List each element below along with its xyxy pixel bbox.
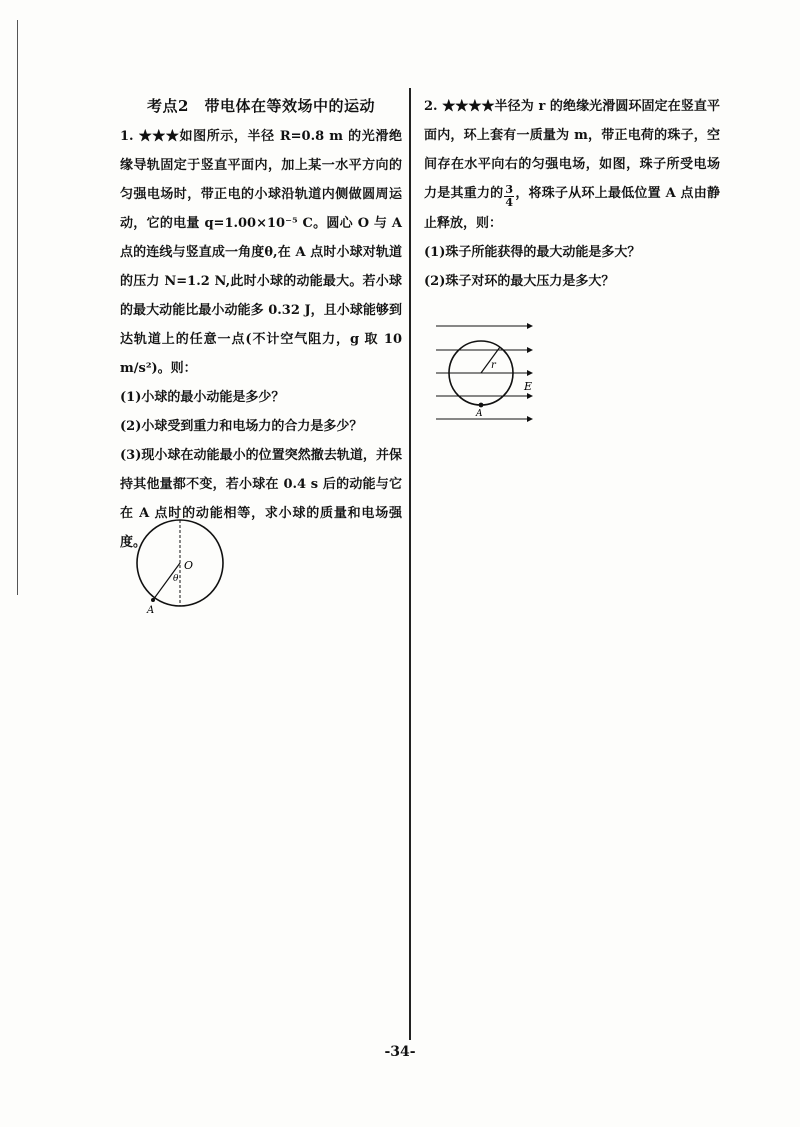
- q2-sub2: (2)珠子对环的最大压力是多大？: [424, 274, 615, 289]
- q2-frac-den: 4: [505, 196, 514, 209]
- q1-stem: 1. ★★★如图所示，半径 R=0.8 m 的光滑绝缘导轨固定于竖直平面内，加上某一水平方向的匀强电场时，带正电的小球沿轨道内侧做圆周运动，它的电量 q=1.00×10⁻⁵ C。圆心 O 与 A 点的连线与竖直成一角度θ,在 A 点时小球对轨道的压力 N=1.2 N,此时小球的动能最大。若小球的最大动能比最小动能多 0.32 J，且小球能够到达轨道上的任意一点(不计空气阻力，g 取 10 m/s²)。则：: [120, 129, 402, 376]
- q1-sub3: (3)现小球在动能最小的位置突然撤去轨道，并保持其他量都不变，若小球在 0.4 s 后的动能与它在 A 点时的动能相等，求小球的质量和电场强度。: [120, 448, 402, 550]
- q2-fraction: [504, 184, 514, 209]
- q1-label-a: A: [147, 605, 155, 616]
- right-column: [424, 92, 720, 296]
- q2-stem-a: 2. ★★★★半径为 r 的绝缘光滑圆环固定在竖直平面内，环上套有一质量为 m，带正电荷的珠子，空间存在水平向右的匀强电场，如图，珠子所受电场力是其重力的: [424, 99, 720, 201]
- page-number: -34-: [384, 1044, 416, 1060]
- q2-frac-num: 3: [505, 183, 514, 196]
- q2-label-a: A: [476, 409, 483, 419]
- left-column: [120, 92, 402, 557]
- q1-label-theta: θ: [173, 574, 179, 584]
- q1-sub2: (2)小球受到重力和电场力的合力是多少？: [120, 419, 363, 434]
- q2-label-r: r: [491, 360, 496, 371]
- q2-sub1: (1)珠子所能获得的最大动能是多大？: [424, 245, 641, 260]
- q1-label-o: O: [184, 559, 194, 572]
- column-divider: [409, 88, 411, 1040]
- q2-stem: [424, 92, 720, 238]
- q1-sub1: (1)小球的最小动能是多少？: [120, 390, 285, 405]
- q2-bead-a: [479, 403, 484, 408]
- q2-label-e: E: [524, 380, 533, 393]
- margin-line: [17, 20, 18, 595]
- q2-figure: [432, 318, 544, 428]
- q1-figure: [128, 516, 238, 620]
- q1-point-a-dot: [151, 598, 155, 602]
- section-title: 考点2 带电体在等效场中的运动: [147, 97, 375, 115]
- q2-stem-b: ，将珠子从环上最低位置 A 点由静止释放，则：: [424, 186, 720, 231]
